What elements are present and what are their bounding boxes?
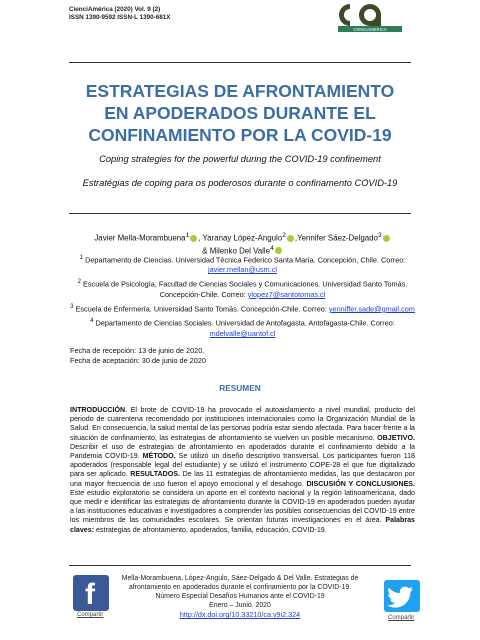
title-line-2: EN APODERADOS DURANTE EL	[104, 103, 376, 123]
facebook-icon[interactable]: f	[73, 575, 109, 611]
author-name: Yaranay López-Angulo	[202, 233, 283, 243]
results-text: De las 11 estrategias de afrontamiento medidas, las que destacaron por una mayor frecuencia de uso fueron el apoyo emocional y el desahogo.	[70, 470, 415, 488]
discussion-text: Este estudio exploratorio se considera un aporte en el contexto nacional y la región latinoamericana, dado que medir e identificar las estrategias de afrontamiento durante la COVID-19 en apoderados pueden ayudar a las instituciones educativas e investigadores a comprender las posibles consecuencias del COVID-19 entre los miembros de las comunidades escolares. Se orientan futuras investigaciones en el área.	[70, 488, 415, 525]
intro-text: . El brote de COVID-19 ha provocado el autoaislamiento a nivel mundial, producto del periodo de cuarentena recomendado por instituciones internacionales como la Organización Mundial de la Salud. En consecuencia, la salud mental de las personas podría estar siendo afectada. Para hacer frente a la situación de confinamiento, las estrategias de afrontamiento se vuelven un posible mecanismo.	[70, 406, 415, 442]
email-link[interactable]: mdelvalle@uantof.cl	[209, 328, 276, 338]
keywords-label: Palabras claves:	[70, 516, 415, 534]
author-list: Javier Mella-Morambuena$^1$ , Yaranay López-Angulo$^2$ ,Yennifer Sáez-Delgado$^3$ & Milenko Del Valle$^4$	[70, 231, 415, 256]
citation-line: Mella-Morambuena, López-Angulo, Sáez-Delgado & Del Valle. Estrategias de afrontamiento en apoderados durante el confinamiento por la COVID-19.	[121, 575, 359, 591]
title-line-1: ESTRATEGIAS DE AFRONTAMIENTO	[85, 81, 395, 101]
subtitle-english: Coping strategies for the powerful during the COVID-19 confinement	[99, 154, 381, 164]
method-text: Se utilizó un diseño descriptivo transversal. Los participantes fueron 118 apoderados (responsable legal del estudiante) y se utilizó el instrumento COPE-28 el que fue digitalizado para ser aplicado.	[70, 452, 416, 479]
author-sup: 1	[185, 232, 190, 239]
method-label: MÉTODO.	[142, 452, 176, 461]
affiliation-1: $^1$ Departamento de Ciencias. Universidad Técnica Federico Santa María. Concepción, Chile. Correo: javier.mellan@usm.cl	[79, 254, 406, 275]
orcid-icon[interactable]	[287, 235, 294, 242]
journal-volume: CienciAmérica (2020) Vol. 9 (2)	[69, 6, 161, 13]
affiliations	[70, 253, 415, 341]
objective-text: Describir el uso de estrategias de afrontamiento en apoderados durante el confinamiento debido a la Pandemia COVID-19.	[70, 442, 415, 461]
journal-header	[69, 6, 170, 21]
email-link[interactable]: yenniffer.sade@gmail.com	[328, 304, 415, 314]
share-label[interactable]: Compartir	[388, 615, 415, 621]
facebook-share[interactable]	[73, 575, 109, 618]
affiliation-4: $^4$ Departamento de Ciencias Sociales. Universidad de Antofagasta. Antofagasta-Chile. Correo: mdelvalle@uantof.cl	[90, 317, 395, 338]
subtitle-portuguese: Estratégias de coping para os poderosos durante o confinamento COVID-19	[82, 178, 398, 188]
abstract-body	[70, 406, 415, 535]
article-title	[40, 80, 440, 146]
twitter-share[interactable]	[384, 580, 420, 621]
results-label: RESULTADOS.	[130, 470, 181, 479]
orcid-icon[interactable]	[190, 235, 197, 242]
author-sup: 4	[270, 244, 274, 252]
author-sup: 3	[377, 232, 382, 239]
email-link[interactable]: ylopez7@santotomas.cl	[247, 289, 326, 299]
article-dates	[70, 346, 206, 366]
discussion-label: DISCUSIÓN Y CONCLUSIONES.	[306, 479, 415, 488]
author-name: Yennifer Sáez-Delgado	[297, 233, 378, 243]
received-date: Fecha de recepción: 13 de junio de 2020.	[70, 346, 205, 355]
title-line-3: CONFINAMIENTO POR LA COVID-19	[88, 125, 392, 145]
top-divider	[69, 62, 411, 63]
footer-divider	[69, 565, 411, 566]
twitter-icon[interactable]	[384, 580, 420, 612]
logo-caption: CIENCIAMERICA	[353, 26, 387, 32]
author-name: & Milenko Del Valle	[202, 246, 271, 256]
doi-link[interactable]: http://dx.doi.org/10.33210/ca.v9i2.324	[179, 610, 301, 619]
title-divider	[69, 213, 411, 214]
author-sup: 2	[282, 232, 286, 239]
keywords-text: estrategias de afrontamiento, apoderados, familia, educación, COVID-19.	[94, 525, 327, 534]
orcid-icon[interactable]	[383, 235, 390, 242]
period-line: Enero – Junio. 2020	[209, 602, 271, 609]
share-label[interactable]: Compartir	[77, 612, 104, 618]
accepted-date: Fecha de aceptación: 30 de junio de 2020	[70, 356, 206, 365]
abstract-heading: RESUMEN	[219, 383, 261, 393]
affiliation-2: $^2$ Escuela de Psicología, Facultad de Ciencias Sociales y Comunicaciones. Universidad Santo Tomás. Concepción-Chile. Correo: ylopez7@santotomas.cl	[77, 278, 408, 299]
author-name: Javier Mella-Morambuena	[94, 233, 186, 243]
email-link[interactable]: javier.mellan@usm.cl	[207, 265, 278, 275]
journal-logo	[336, 0, 404, 32]
journal-issn: ISSN 1390-9592 ISSN-L 1390-681X	[69, 13, 171, 21]
affiliation-3: $^3$ Escuela de Enfermería. Universidad Santo Tomás. Concepción-Chile. Correo: yenniffer.sade@gmail.com	[70, 302, 415, 314]
special-issue-line: Número Especial Desafíos Humanos ante el COVID-19	[155, 593, 325, 600]
intro-label: INTRODUCCIÓN	[70, 406, 126, 414]
footer-citation	[110, 574, 370, 619]
objective-label: OBJETIVO.	[377, 433, 415, 442]
